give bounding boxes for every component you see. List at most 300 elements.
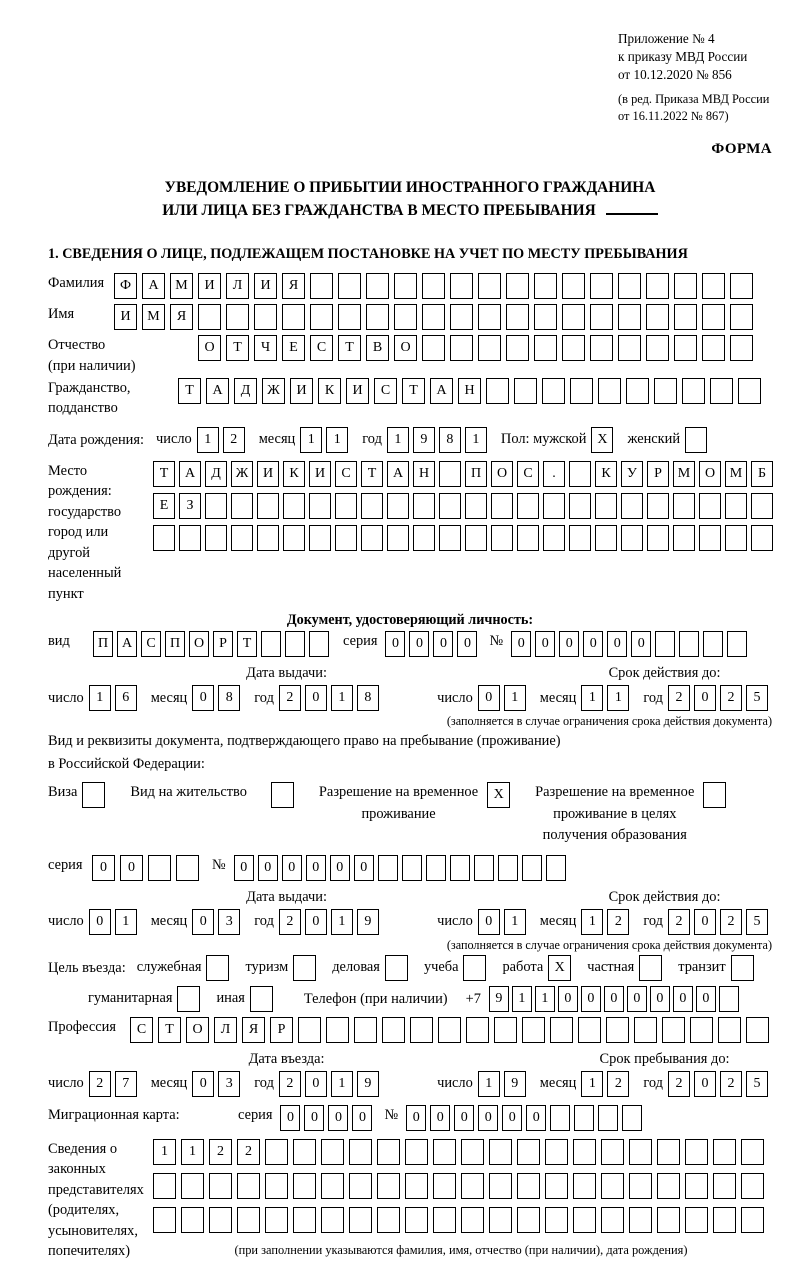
- form-cell[interactable]: [546, 855, 566, 881]
- form-cell[interactable]: [231, 525, 253, 551]
- birth-month-boxes[interactable]: [300, 427, 352, 453]
- migcard-number-boxes[interactable]: [406, 1105, 646, 1131]
- form-cell[interactable]: [657, 1173, 680, 1199]
- form-cell[interactable]: [725, 493, 747, 519]
- form-cell[interactable]: [439, 525, 461, 551]
- form-cell[interactable]: [153, 525, 175, 551]
- form-cell[interactable]: [422, 273, 445, 299]
- form-cell[interactable]: [366, 304, 389, 330]
- form-cell[interactable]: 1: [181, 1139, 204, 1165]
- form-cell[interactable]: [338, 304, 361, 330]
- form-cell[interactable]: [629, 1173, 652, 1199]
- form-cell[interactable]: [517, 493, 539, 519]
- form-cell[interactable]: [153, 1207, 176, 1233]
- form-cell[interactable]: [741, 1207, 764, 1233]
- form-cell[interactable]: К: [318, 378, 341, 404]
- form-cell[interactable]: [595, 525, 617, 551]
- form-cell[interactable]: И: [290, 378, 313, 404]
- form-cell[interactable]: [730, 304, 753, 330]
- form-cell[interactable]: 9: [357, 1071, 379, 1097]
- form-cell[interactable]: [517, 1173, 540, 1199]
- form-cell[interactable]: 1: [607, 685, 629, 711]
- form-cell[interactable]: [394, 304, 417, 330]
- form-cell[interactable]: [461, 1207, 484, 1233]
- form-cell[interactable]: [237, 1207, 260, 1233]
- form-cell[interactable]: [433, 1173, 456, 1199]
- form-cell[interactable]: [601, 1207, 624, 1233]
- form-cell[interactable]: [309, 525, 331, 551]
- form-cell[interactable]: [703, 782, 726, 808]
- form-cell[interactable]: [621, 525, 643, 551]
- form-cell[interactable]: [595, 493, 617, 519]
- form-cell[interactable]: [618, 273, 641, 299]
- birth-day-boxes[interactable]: [197, 427, 249, 453]
- form-cell[interactable]: [545, 1207, 568, 1233]
- form-cell[interactable]: 0: [478, 909, 500, 935]
- form-cell[interactable]: М: [673, 461, 695, 487]
- form-cell[interactable]: [699, 525, 721, 551]
- resdoc-valid-month[interactable]: [581, 909, 633, 935]
- form-cell[interactable]: [517, 1139, 540, 1165]
- iddoc-issue-day[interactable]: [89, 685, 141, 711]
- form-cell[interactable]: Д: [205, 461, 227, 487]
- form-cell[interactable]: [517, 525, 539, 551]
- checkbox-other[interactable]: [250, 986, 278, 1012]
- form-cell[interactable]: П: [165, 631, 185, 657]
- form-cell[interactable]: 5: [746, 685, 768, 711]
- checkbox-transit[interactable]: [731, 955, 759, 981]
- form-cell[interactable]: 0: [694, 909, 716, 935]
- form-cell[interactable]: Я: [170, 304, 193, 330]
- resdoc-valid-day[interactable]: [478, 909, 530, 935]
- form-cell[interactable]: С: [335, 461, 357, 487]
- form-cell[interactable]: [639, 955, 662, 981]
- form-cell[interactable]: 0: [406, 1105, 426, 1131]
- form-cell[interactable]: [361, 525, 383, 551]
- form-cell[interactable]: [254, 304, 277, 330]
- form-cell[interactable]: [361, 493, 383, 519]
- form-cell[interactable]: Т: [178, 378, 201, 404]
- form-cell[interactable]: Н: [413, 461, 435, 487]
- form-cell[interactable]: 0: [694, 685, 716, 711]
- form-cell[interactable]: 8: [218, 685, 240, 711]
- form-cell[interactable]: [647, 493, 669, 519]
- form-cell[interactable]: И: [114, 304, 137, 330]
- form-cell[interactable]: [730, 273, 753, 299]
- form-cell[interactable]: И: [198, 273, 221, 299]
- form-cell[interactable]: 9: [357, 909, 379, 935]
- form-cell[interactable]: 0: [631, 631, 651, 657]
- form-cell[interactable]: Ч: [254, 335, 277, 361]
- form-cell[interactable]: [506, 335, 529, 361]
- iddoc-valid-day[interactable]: [478, 685, 530, 711]
- resdoc-issue-day[interactable]: [89, 909, 141, 935]
- form-cell[interactable]: 0: [305, 685, 327, 711]
- form-cell[interactable]: [598, 1105, 618, 1131]
- form-cell[interactable]: [438, 1017, 461, 1043]
- form-cell[interactable]: [655, 631, 675, 657]
- form-cell[interactable]: 0: [535, 631, 555, 657]
- form-cell[interactable]: [702, 273, 725, 299]
- form-cell[interactable]: [573, 1139, 596, 1165]
- form-cell[interactable]: Н: [458, 378, 481, 404]
- form-cell[interactable]: [450, 304, 473, 330]
- form-cell[interactable]: [426, 855, 446, 881]
- form-cell[interactable]: [309, 493, 331, 519]
- checkbox-temp-residence-edu[interactable]: [703, 782, 731, 808]
- form-cell[interactable]: 0: [234, 855, 254, 881]
- form-cell[interactable]: И: [309, 461, 331, 487]
- form-cell[interactable]: [573, 1207, 596, 1233]
- form-cell[interactable]: 0: [430, 1105, 450, 1131]
- form-cell[interactable]: [405, 1207, 428, 1233]
- form-cell[interactable]: [349, 1207, 372, 1233]
- form-cell[interactable]: С: [517, 461, 539, 487]
- form-cell[interactable]: [265, 1173, 288, 1199]
- form-cell[interactable]: [298, 1017, 321, 1043]
- iddoc-valid-month[interactable]: [581, 685, 633, 711]
- form-cell[interactable]: [543, 525, 565, 551]
- form-cell[interactable]: [713, 1139, 736, 1165]
- form-cell[interactable]: [626, 378, 649, 404]
- form-cell[interactable]: [465, 493, 487, 519]
- form-cell[interactable]: Ф: [114, 273, 137, 299]
- checkbox-business[interactable]: [385, 955, 413, 981]
- form-cell[interactable]: [377, 1139, 400, 1165]
- form-cell[interactable]: [731, 955, 754, 981]
- form-cell[interactable]: [478, 335, 501, 361]
- iddoc-issue-year[interactable]: [279, 685, 383, 711]
- form-cell[interactable]: [601, 1173, 624, 1199]
- stay-month[interactable]: [581, 1071, 633, 1097]
- form-cell[interactable]: [657, 1207, 680, 1233]
- form-cell[interactable]: [679, 631, 699, 657]
- form-cell[interactable]: Р: [213, 631, 233, 657]
- form-cell[interactable]: [321, 1139, 344, 1165]
- form-cell[interactable]: 7: [115, 1071, 137, 1097]
- form-cell[interactable]: [335, 493, 357, 519]
- form-cell[interactable]: [439, 461, 461, 487]
- form-cell[interactable]: [349, 1173, 372, 1199]
- checkbox-residence-permit[interactable]: [271, 782, 299, 808]
- form-cell[interactable]: Т: [338, 335, 361, 361]
- form-cell[interactable]: [673, 525, 695, 551]
- entry-day[interactable]: [89, 1071, 141, 1097]
- form-cell[interactable]: [751, 493, 773, 519]
- form-cell[interactable]: 0: [604, 986, 624, 1012]
- form-cell[interactable]: [522, 855, 542, 881]
- form-cell[interactable]: [514, 378, 537, 404]
- form-cell[interactable]: [741, 1173, 764, 1199]
- form-cell[interactable]: 0: [457, 631, 477, 657]
- form-cell[interactable]: 2: [668, 909, 690, 935]
- citizenship-boxes[interactable]: [178, 378, 766, 404]
- form-cell[interactable]: [385, 955, 408, 981]
- form-cell[interactable]: 1: [512, 986, 532, 1012]
- form-cell[interactable]: С: [374, 378, 397, 404]
- form-cell[interactable]: [478, 273, 501, 299]
- form-cell[interactable]: [433, 1139, 456, 1165]
- form-cell[interactable]: [534, 335, 557, 361]
- form-cell[interactable]: [522, 1017, 545, 1043]
- form-cell[interactable]: 2: [279, 685, 301, 711]
- form-cell[interactable]: [461, 1173, 484, 1199]
- form-cell[interactable]: 0: [607, 631, 627, 657]
- form-cell[interactable]: [422, 335, 445, 361]
- form-cell[interactable]: 1: [89, 685, 111, 711]
- form-cell[interactable]: 0: [328, 1105, 348, 1131]
- form-cell[interactable]: 0: [696, 986, 716, 1012]
- stay-day[interactable]: [478, 1071, 530, 1097]
- form-cell[interactable]: [725, 525, 747, 551]
- form-cell[interactable]: Д: [234, 378, 257, 404]
- form-cell[interactable]: [550, 1105, 570, 1131]
- form-cell[interactable]: 3: [218, 1071, 240, 1097]
- form-cell[interactable]: М: [170, 273, 193, 299]
- form-cell[interactable]: А: [142, 273, 165, 299]
- form-cell[interactable]: [569, 461, 591, 487]
- form-cell[interactable]: [598, 378, 621, 404]
- checkbox-visa[interactable]: [82, 782, 110, 808]
- form-cell[interactable]: 0: [511, 631, 531, 657]
- form-cell[interactable]: З: [179, 493, 201, 519]
- form-cell[interactable]: [550, 1017, 573, 1043]
- form-cell[interactable]: 9: [489, 986, 509, 1012]
- form-cell[interactable]: [562, 273, 585, 299]
- form-cell[interactable]: 0: [280, 1105, 300, 1131]
- form-cell[interactable]: [674, 273, 697, 299]
- form-cell[interactable]: 0: [192, 909, 214, 935]
- form-cell[interactable]: [271, 782, 294, 808]
- form-cell[interactable]: 5: [746, 909, 768, 935]
- form-cell[interactable]: [293, 1173, 316, 1199]
- form-cell[interactable]: 5: [746, 1071, 768, 1097]
- form-cell[interactable]: [293, 1207, 316, 1233]
- form-cell[interactable]: 0: [258, 855, 278, 881]
- form-cell[interactable]: 0: [627, 986, 647, 1012]
- form-cell[interactable]: [387, 493, 409, 519]
- form-cell[interactable]: 0: [433, 631, 453, 657]
- form-cell[interactable]: 0: [650, 986, 670, 1012]
- form-cell[interactable]: [377, 1207, 400, 1233]
- form-cell[interactable]: [699, 493, 721, 519]
- form-cell[interactable]: [265, 1139, 288, 1165]
- form-cell[interactable]: [703, 631, 723, 657]
- birthplace-row2-boxes[interactable]: [153, 493, 777, 519]
- form-cell[interactable]: [713, 1173, 736, 1199]
- form-cell[interactable]: [461, 1139, 484, 1165]
- form-cell[interactable]: X: [487, 782, 510, 808]
- form-cell[interactable]: А: [430, 378, 453, 404]
- profession-boxes[interactable]: [130, 1017, 774, 1043]
- form-cell[interactable]: С: [130, 1017, 153, 1043]
- form-cell[interactable]: [463, 955, 486, 981]
- form-cell[interactable]: [494, 1017, 517, 1043]
- entry-year[interactable]: [279, 1071, 383, 1097]
- form-cell[interactable]: [405, 1139, 428, 1165]
- form-cell[interactable]: [673, 493, 695, 519]
- form-cell[interactable]: [285, 631, 305, 657]
- title-blank-line[interactable]: [606, 202, 658, 215]
- form-cell[interactable]: [738, 378, 761, 404]
- form-cell[interactable]: [209, 1173, 232, 1199]
- form-cell[interactable]: 0: [192, 1071, 214, 1097]
- form-cell[interactable]: [231, 493, 253, 519]
- checkbox-study[interactable]: [463, 955, 491, 981]
- form-cell[interactable]: X: [591, 427, 613, 453]
- form-cell[interactable]: Р: [270, 1017, 293, 1043]
- form-cell[interactable]: [261, 631, 281, 657]
- form-cell[interactable]: 1: [153, 1139, 176, 1165]
- form-cell[interactable]: 1: [331, 685, 353, 711]
- resdoc-issue-year[interactable]: [279, 909, 383, 935]
- form-cell[interactable]: О: [394, 335, 417, 361]
- form-cell[interactable]: 2: [720, 1071, 742, 1097]
- form-cell[interactable]: [82, 782, 105, 808]
- form-cell[interactable]: [562, 304, 585, 330]
- form-cell[interactable]: И: [346, 378, 369, 404]
- iddoc-issue-month[interactable]: [192, 685, 244, 711]
- form-cell[interactable]: [517, 1207, 540, 1233]
- form-cell[interactable]: 2: [279, 909, 301, 935]
- checkbox-humanitarian[interactable]: [177, 986, 205, 1012]
- form-cell[interactable]: И: [257, 461, 279, 487]
- form-cell[interactable]: [283, 493, 305, 519]
- form-cell[interactable]: [181, 1207, 204, 1233]
- resdoc-issue-month[interactable]: [192, 909, 244, 935]
- form-cell[interactable]: Т: [226, 335, 249, 361]
- form-cell[interactable]: [466, 1017, 489, 1043]
- form-cell[interactable]: [590, 304, 613, 330]
- form-cell[interactable]: [433, 1207, 456, 1233]
- form-cell[interactable]: [730, 335, 753, 361]
- form-cell[interactable]: А: [206, 378, 229, 404]
- form-cell[interactable]: 2: [89, 1071, 111, 1097]
- form-cell[interactable]: [590, 273, 613, 299]
- checkbox-official[interactable]: [206, 955, 234, 981]
- form-cell[interactable]: Т: [402, 378, 425, 404]
- form-cell[interactable]: 1: [581, 909, 603, 935]
- form-cell[interactable]: 2: [209, 1139, 232, 1165]
- entry-month[interactable]: [192, 1071, 244, 1097]
- form-cell[interactable]: [282, 304, 305, 330]
- representatives-row1-boxes[interactable]: [153, 1139, 769, 1165]
- form-cell[interactable]: [465, 525, 487, 551]
- form-cell[interactable]: [590, 335, 613, 361]
- form-cell[interactable]: 1: [300, 427, 322, 453]
- resdoc-valid-year[interactable]: [668, 909, 772, 935]
- form-cell[interactable]: Я: [282, 273, 305, 299]
- checkbox-male[interactable]: [591, 427, 617, 453]
- form-cell[interactable]: [283, 525, 305, 551]
- form-cell[interactable]: [450, 273, 473, 299]
- form-cell[interactable]: [387, 525, 409, 551]
- form-cell[interactable]: 1: [504, 685, 526, 711]
- form-cell[interactable]: [621, 493, 643, 519]
- form-cell[interactable]: [543, 493, 565, 519]
- birthplace-row1-boxes[interactable]: [153, 461, 777, 487]
- form-cell[interactable]: 1: [535, 986, 555, 1012]
- form-cell[interactable]: [377, 1173, 400, 1199]
- form-cell[interactable]: 1: [326, 427, 348, 453]
- form-cell[interactable]: X: [548, 955, 571, 981]
- form-cell[interactable]: [727, 631, 747, 657]
- form-cell[interactable]: [506, 273, 529, 299]
- form-cell[interactable]: О: [189, 631, 209, 657]
- form-cell[interactable]: [685, 1139, 708, 1165]
- form-cell[interactable]: 8: [357, 685, 379, 711]
- form-cell[interactable]: [489, 1139, 512, 1165]
- form-cell[interactable]: 2: [607, 909, 629, 935]
- form-cell[interactable]: 0: [305, 909, 327, 935]
- form-cell[interactable]: Т: [237, 631, 257, 657]
- form-cell[interactable]: Я: [242, 1017, 265, 1043]
- form-cell[interactable]: К: [283, 461, 305, 487]
- form-cell[interactable]: 0: [694, 1071, 716, 1097]
- resdoc-number-boxes[interactable]: [234, 855, 570, 881]
- iddoc-valid-year[interactable]: [668, 685, 772, 711]
- form-cell[interactable]: [545, 1139, 568, 1165]
- form-cell[interactable]: С: [141, 631, 161, 657]
- form-cell[interactable]: [489, 1207, 512, 1233]
- form-cell[interactable]: [378, 855, 398, 881]
- form-cell[interactable]: [654, 378, 677, 404]
- form-cell[interactable]: 0: [409, 631, 429, 657]
- form-cell[interactable]: [209, 1207, 232, 1233]
- form-cell[interactable]: 0: [120, 855, 143, 881]
- form-cell[interactable]: [702, 335, 725, 361]
- form-cell[interactable]: 0: [385, 631, 405, 657]
- form-cell[interactable]: 0: [478, 1105, 498, 1131]
- doc-series-boxes[interactable]: [385, 631, 481, 657]
- form-cell[interactable]: [439, 493, 461, 519]
- form-cell[interactable]: [713, 1207, 736, 1233]
- form-cell[interactable]: [657, 1139, 680, 1165]
- form-cell[interactable]: 1: [115, 909, 137, 935]
- form-cell[interactable]: [634, 1017, 657, 1043]
- form-cell[interactable]: [573, 1173, 596, 1199]
- form-cell[interactable]: [405, 1173, 428, 1199]
- form-cell[interactable]: [450, 855, 470, 881]
- form-cell[interactable]: [410, 1017, 433, 1043]
- form-cell[interactable]: Б: [751, 461, 773, 487]
- form-cell[interactable]: [321, 1207, 344, 1233]
- form-cell[interactable]: Л: [214, 1017, 237, 1043]
- form-cell[interactable]: 2: [668, 1071, 690, 1097]
- form-cell[interactable]: 1: [581, 685, 603, 711]
- form-cell[interactable]: [237, 1173, 260, 1199]
- form-cell[interactable]: 2: [237, 1139, 260, 1165]
- representatives-row3-boxes[interactable]: [153, 1207, 769, 1233]
- form-cell[interactable]: К: [595, 461, 617, 487]
- form-cell[interactable]: 8: [439, 427, 461, 453]
- form-cell[interactable]: 6: [115, 685, 137, 711]
- form-cell[interactable]: 9: [413, 427, 435, 453]
- form-cell[interactable]: [741, 1139, 764, 1165]
- form-cell[interactable]: [646, 304, 669, 330]
- form-cell[interactable]: [685, 1207, 708, 1233]
- form-cell[interactable]: [489, 1173, 512, 1199]
- phone-boxes[interactable]: [489, 986, 742, 1012]
- form-cell[interactable]: 0: [559, 631, 579, 657]
- form-cell[interactable]: У: [621, 461, 643, 487]
- form-cell[interactable]: [179, 525, 201, 551]
- form-cell[interactable]: 0: [304, 1105, 324, 1131]
- form-cell[interactable]: [685, 427, 707, 453]
- form-cell[interactable]: [491, 525, 513, 551]
- form-cell[interactable]: 0: [502, 1105, 522, 1131]
- form-cell[interactable]: [719, 986, 739, 1012]
